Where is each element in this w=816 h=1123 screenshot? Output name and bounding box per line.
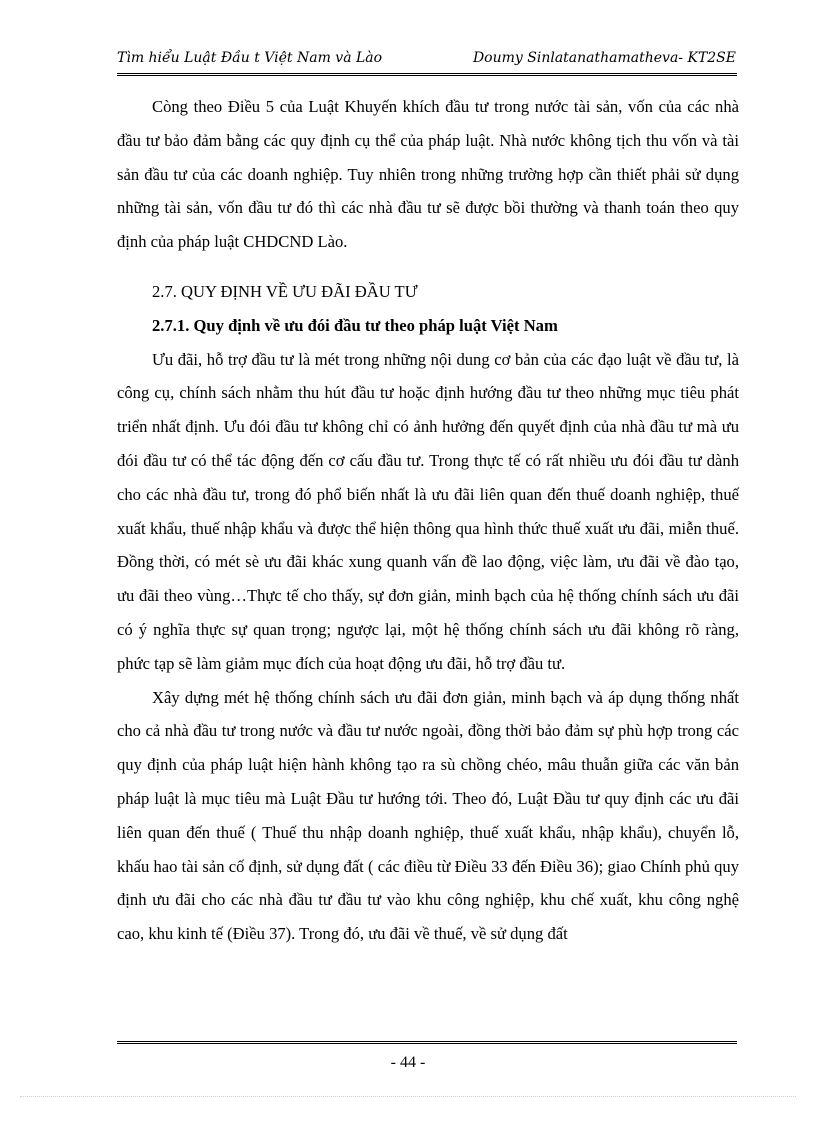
- page-edge-divider: [20, 1096, 796, 1097]
- paragraph: Còng theo Điều 5 của Luật Khuyến khích đầu tư trong nước tài sản, vốn của các nhà đầu tư bảo đảm bằng các quy định cụ thể của pháp luật. Nhà nước không tịch thu vốn và tài sản đầu tư của các doanh nghiệp. Tuy nhiên trong những trường hợp cần thiết phải sử dụng những tài sản, vốn đầu tư đó thì các nhà đầu tư sẽ được bồi thường và thanh toán theo quy định của pháp luật CHDCND Lào.: [117, 97, 739, 252]
- page-number: - 44 -: [390, 1054, 426, 1071]
- section-heading: 2.7. QUY ĐỊNH VỀ ƯU ĐÃI ĐẦU TƯ: [152, 281, 418, 301]
- running-header: [117, 50, 736, 72]
- page-body: [117, 90, 739, 951]
- paragraph: Ưu đãi, hỗ trợ đầu tư là mét trong những nội dung cơ bản của các đạo luật về đầu tư, là công cụ, chính sách nhằm thu hút đầu tư hoặc định hướng đầu tư theo những mục tiêu phát triển nhất định. Ưu đói đầu tư không chỉ có ảnh hưởng đến quyết định của nhà đầu tư mà ưu đói đầu tư có thể tác động đến cơ cấu đầu tư. Trong thực tế có rất nhiều ưu đói đầu tư dành cho các nhà đầu tư, trong đó phổ biến nhất là ưu đãi liên quan đến thuế doanh nghiệp, thuế xuất khẩu, thuế nhập khẩu và được thể hiện thông qua hình thức thuế xuất ưu đãi, miễn thuế. Đồng thời, có mét sè ưu đãi khác xung quanh vấn đề lao động, việc làm, ưu đãi về đào tạo, ưu đãi theo vùng…Thực tế cho thấy, sự đơn giản, minh bạch của hệ thống chính sách ưu đãi có ý nghĩa thực sự quan trọng; ngược lại, một hệ thống chính sách ưu đãi không rõ ràng, phức tạp sẽ làm giảm mục đích của hoạt động ưu đãi, hỗ trợ đầu tư.: [117, 349, 739, 673]
- paragraph: Xây dựng mét hệ thống chính sách ưu đãi đơn giản, minh bạch và áp dụng thống nhất cho cả nhà đầu tư trong nước và đầu tư nước ngoài, đồng thời bảo đảm sự phù hợp trong các quy định của pháp luật hiện hành không tạo ra sù chồng chéo, mâu thuẫn giữa các văn bản pháp luật là mục tiêu mà Luật Đầu tư hướng tới. Theo đó, Luật Đầu tư quy định các ưu đãi liên quan đến thuế ( Thuế thu nhập doanh nghiệp, thuế xuất khẩu, nhập khẩu), chuyển lỗ, khấu hao tài sản cố định, sử dụng đất ( các điều từ Điều 33 đến Điều 36); giao Chính phủ quy định ưu đãi cho các nhà đầu tư đầu tư vào khu công nghiệp, khu chế xuất, khu công nghệ cao, khu kinh tế (Điều 37). Trong đó, ưu đãi về thuế, về sử dụng đất: [117, 687, 739, 944]
- footer-rule: [117, 1041, 737, 1044]
- header-author: Doumy Sinlatanathamatheva- KT2SE: [472, 50, 736, 66]
- subsection-heading: 2.7.1. Quy định về ưu đói đầu tư theo pháp luật Việt Nam: [152, 315, 558, 335]
- header-rule: [117, 73, 737, 76]
- header-title: Tìm hiểu Luật Đầu t Việt Nam và Lào: [117, 50, 383, 66]
- spacer: [117, 259, 739, 275]
